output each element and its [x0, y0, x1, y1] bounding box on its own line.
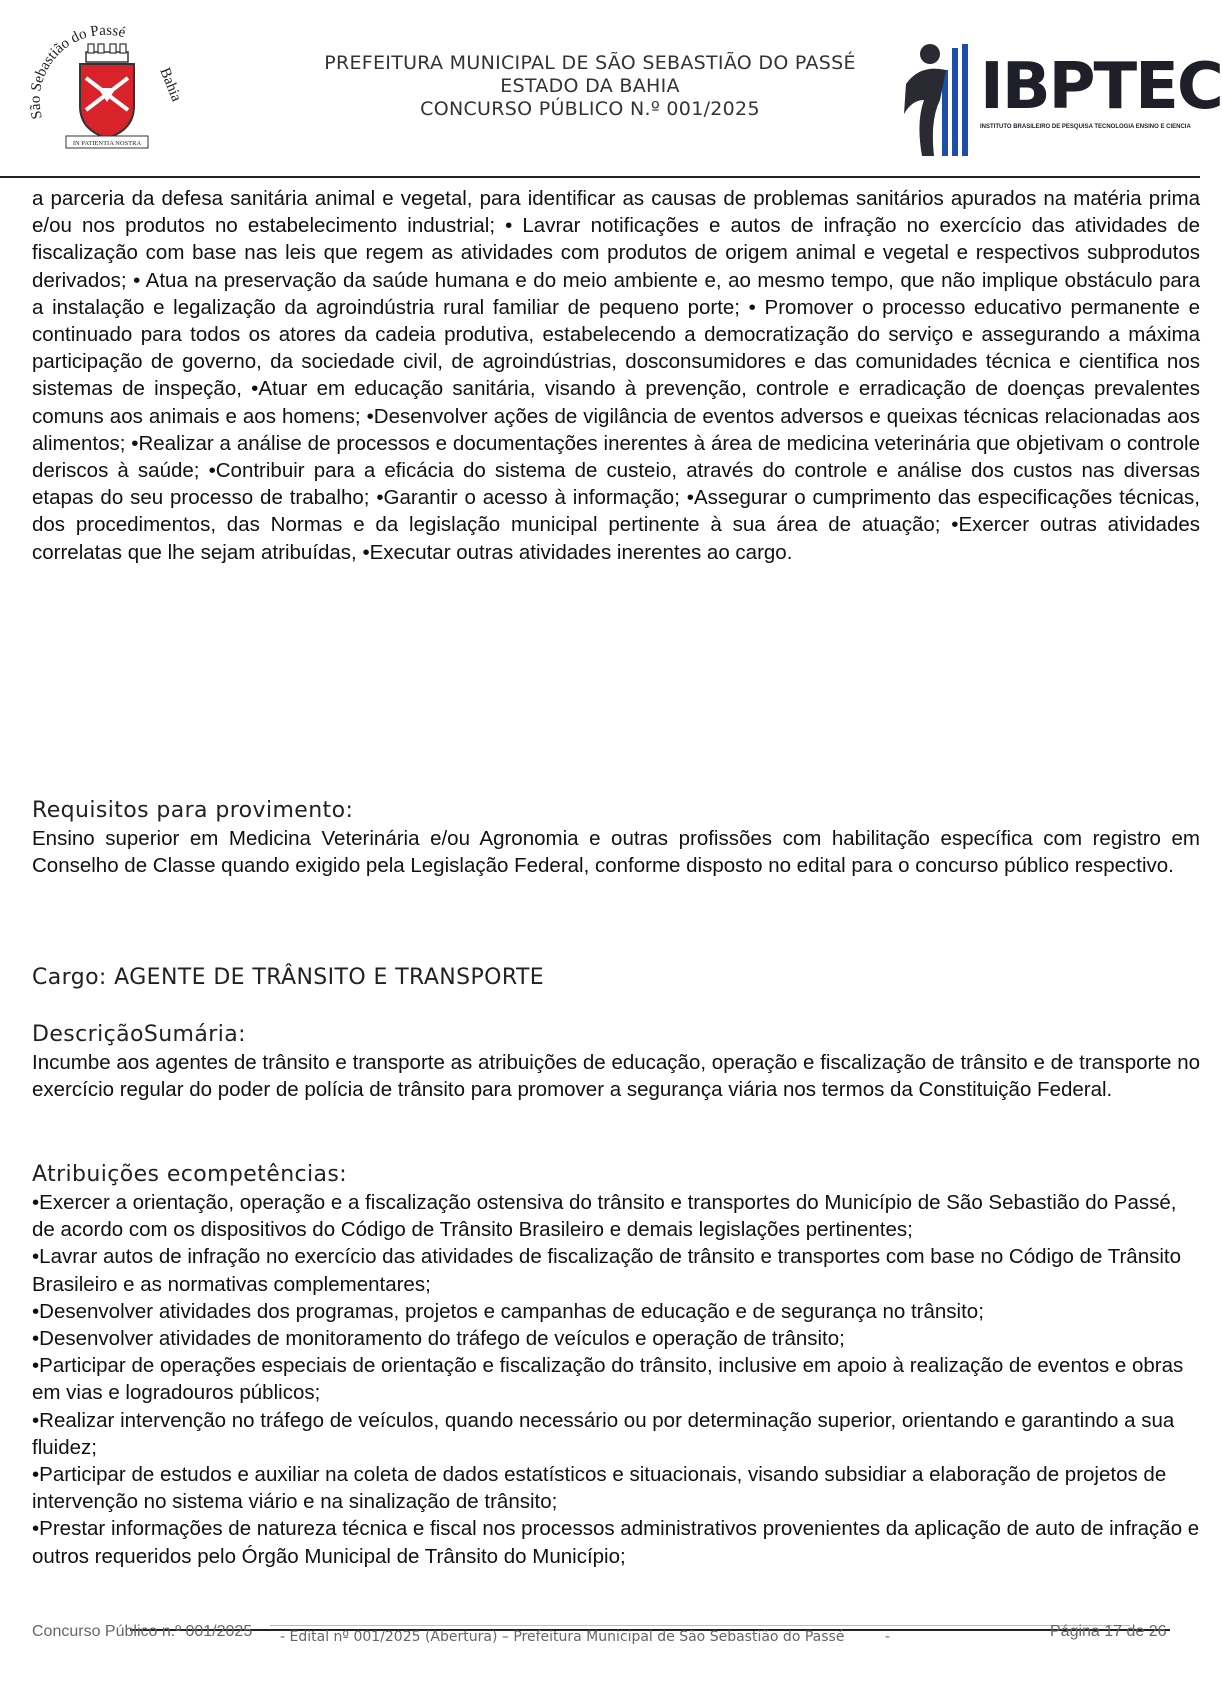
ibptec-wordmark: IBPTEC — [980, 50, 1222, 124]
atribuicoes-section — [32, 1161, 1200, 1570]
descricao-section — [32, 1021, 1200, 1103]
ibptec-subtitle: INSTITUTO BRASILEIRO DE PESQUISA TECNOLOGIA ENSINO E CIENCIA — [980, 124, 1191, 130]
footer-divider-light — [270, 1625, 1130, 1626]
list-item: •Lavrar autos de infração no exercício das atividades de fiscalização de trânsito e transportes com base no Código de Trânsito Brasileiro e as normativas complementares; — [32, 1245, 1181, 1296]
header-title-block — [240, 52, 940, 121]
header-line-concurso: CONCURSO PÚBLICO N.º 001/2025 — [420, 98, 760, 120]
footer-edital-text: - Edital nº 001/2025 (Abertura) – Prefeitura Municipal de São Sebastião do Passé — [280, 1629, 845, 1645]
ibptec-figure-icon — [900, 40, 980, 162]
list-item: •Desenvolver atividades de monitoramento do tráfego de veículos e operação de trânsito; — [32, 1327, 845, 1351]
list-item: •Desenvolver atividades dos programas, projetos e campanhas de educação e de segurança no trânsito; — [32, 1299, 984, 1323]
descricao-heading: DescriçãoSumária: — [32, 1022, 246, 1047]
ibptec-logo — [900, 40, 1222, 162]
page-number: Página 17 de 26 — [1050, 1623, 1167, 1640]
seal-text-top: São Sebastião do Passé — [28, 22, 127, 121]
list-item: •Prestar informações de natureza técnica e fiscal nos processos administrativos provenientes da aplicação de auto de infração e outros requeridos pelo Órgão Municipal de Trânsito do Município; — [32, 1517, 1200, 1568]
list-item: •Participar de operações especiais de orientação e fiscalização do trânsito, inclusive em apoio à realização de eventos e obras em vias e logradouros públicos; — [32, 1354, 1184, 1405]
municipal-seal — [28, 18, 188, 158]
descricao-text: Incumbe aos agentes de trânsito e transporte as atribuições de educação, operação e fiscalização de trânsito e de transporte no exercício regular do poder de polícia de trânsito para promover a segurança viária nos termos da Constituição Federal. — [32, 1051, 1200, 1102]
list-item: •Realizar intervenção no tráfego de veículos, quando necessário ou por determinação superior, orientando e garantindo a sua fluidez; — [32, 1408, 1175, 1459]
list-item: •Participar de estudos e auxiliar na coleta de dados estatísticos e situacionais, visando subsidiar a elaboração de projetos de intervenção no sistema viário e na sinalização de trânsito; — [32, 1463, 1167, 1514]
header-line-prefeitura: PREFEITURA MUNICIPAL DE SÃO SEBASTIÃO DO PASSÉ — [324, 52, 856, 74]
seal-motto: IN PATIENTIA NOSTRA — [72, 140, 142, 147]
footer-dash: - — [884, 1629, 890, 1645]
seal-text-side: Bahia — [156, 65, 185, 104]
coat-of-arms-icon — [28, 18, 188, 158]
requisitos-section — [32, 797, 1200, 879]
requisitos-heading: Requisitos para provimento: — [32, 798, 354, 823]
footer-concurso: Concurso Público n.º 001/2025 — [32, 1623, 253, 1640]
atribuicoes-list — [32, 1189, 1200, 1570]
intro-section — [32, 185, 1200, 566]
atribuicoes-heading: Atribuições ecompetências: — [32, 1162, 348, 1187]
header-divider — [0, 176, 1200, 178]
footer-edital — [280, 1629, 890, 1645]
intro-paragraph: a parceria da defesa sanitária animal e vegetal, para identificar as causas de problemas sanitários apurados na matéria prima e/ou nos produtos no estabelecimento industrial; • Lavrar notificações e autos de infração no exercício das atividades de fiscalização com base nas leis que regem as atividades com produtos de origem animal e vegetal e respectivos subprodutos derivados; • Atua na preservação da saúde humana e do meio ambiente e, ao mesmo tempo, que não implique obstáculo para a instalação e legalização da agroindústria rural familiar de pequeno porte; • Promover o processo educativo permanente e continuado para todos os atores da cadeia produtiva, estabelecendo a democratização do serviço e assegurando a máxima participação de governo, da sociedade civil, de agroindústrias, dosconsumidores e das comunidades técnica e cientifica nos sistemas de inspeção, •Atuar em educação sanitária, visando à prevenção, controle e erradicação de doenças prevalentes comuns aos animais e aos homens; •Desenvolver ações de vigilância de eventos adversos e queixas técnicas relacionadas aos alimentos; •Realizar a análise de processos e documentações inerentes à área de medicina veterinária que objetivam o controle deriscos à saúde; •Contribuir para a eficácia do sistema de custeio, através do controle e análise dos custos nas diversas etapas do seu processo de trabalho; •Garantir o acesso à informação; •Assegurar o cumprimento das especificações técnicas, dos procedimentos, das Normas e da legislação municipal pertinente à sua área de atuação; •Exercer outras atividades correlatas que lhe sejam atribuídas, •Executar outras atividades inerentes ao cargo. — [32, 187, 1200, 564]
page-header — [0, 0, 1222, 178]
header-line-estado: ESTADO DA BAHIA — [500, 75, 680, 97]
list-item: •Exercer a orientação, operação e a fiscalização ostensiva do trânsito e transportes do Município de São Sebastião do Passé, de acordo com os dispositivos do Código de Trânsito Brasileiro e demais legislações pertinentes; — [32, 1191, 1177, 1242]
requisitos-text: Ensino superior em Medicina Veterinária e/ou Agronomia e outras profissões com habilitação específica com registro em Conselho de Classe quando exigido pela Legislação Federal, conforme disposto no edital para o concurso público respectivo. — [32, 827, 1200, 878]
cargo-heading: Cargo: AGENTE DE TRÂNSITO E TRANSPORTE — [32, 965, 545, 990]
cargo-section — [32, 964, 1200, 992]
